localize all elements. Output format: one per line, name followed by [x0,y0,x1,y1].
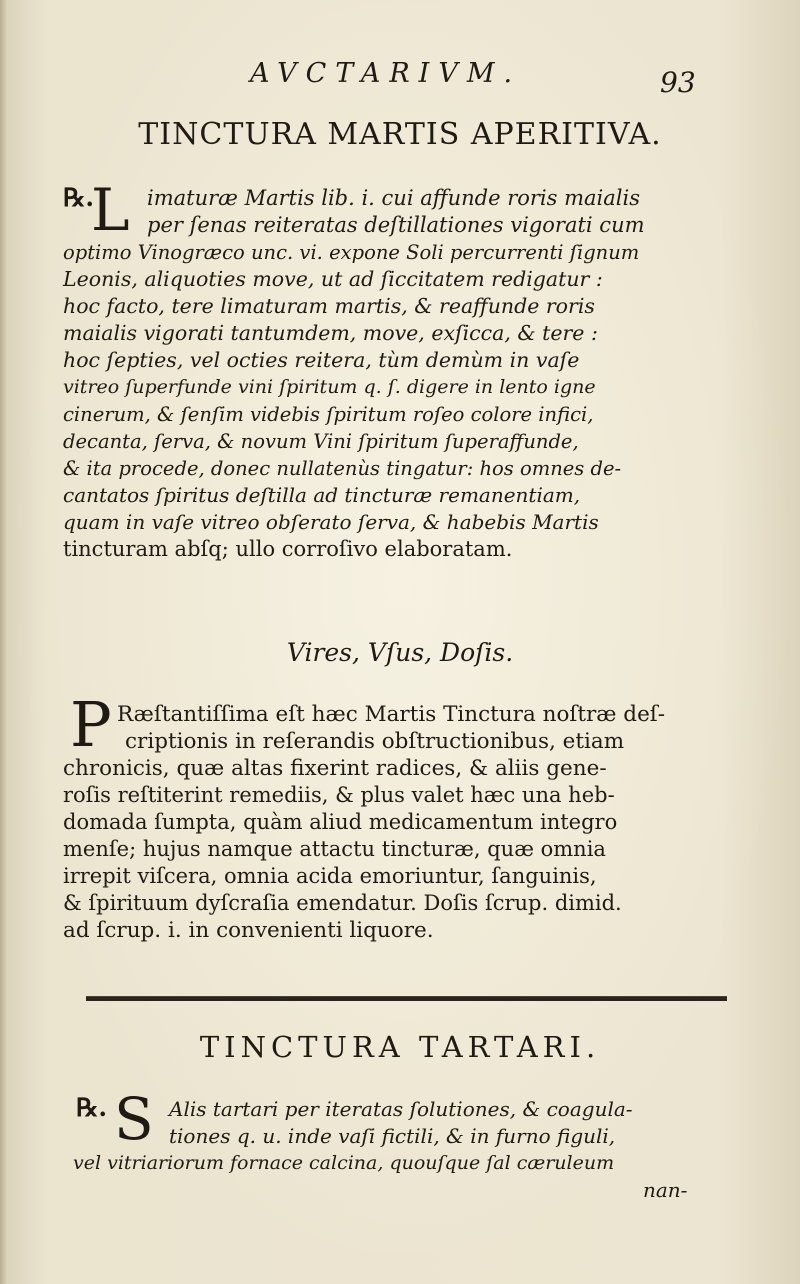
section-divider-rule [86,996,727,1001]
text-line: cantatos ſpiritus deſtilla ad tincturæ remanentiam, [63,483,581,507]
page-number: 93 [660,66,696,99]
paragraph-vires [63,701,733,944]
recipe-text-tartari [73,1096,733,1204]
text-line: menſe; hujus namque attactu tincturæ, quæ omnia [63,837,606,861]
text-line: per ſenas reiteratas deſtillationes vigorati cum [147,213,645,237]
text-line: Leonis, aliquoties move, ut ad ſiccitatem redigatur : [63,267,603,291]
text-line: & ita procede, donec nullatenùs tingatur: hos omnes de- [63,457,622,480]
text-line: imaturæ Martis lib. i. cui affunde roris maialis [147,186,640,210]
text-line: hoc facto, tere limaturam martis, & reaffunde roris [63,294,595,318]
text-line: Alis tartari per iteratas ſolutiones, & coagula- [169,1097,633,1121]
section-title-tinctura-martis: TINCTURA MARTIS APERITIVA. [138,117,662,152]
text-line: irrepit viſcera, omnia acida emoriuntur, ſanguinis, [63,864,597,888]
text-line: roſis reſtiterint remediis, & plus valet hæc una heb- [63,783,615,807]
text-line: tincturam abſq; ullo corroſivo elaboratam. [63,537,513,561]
subheading-vires-usus-dosis: Vires, Vſus, Doſis. [286,638,514,667]
recipe-text-martis [63,185,733,563]
recipe-mark: ℞. [63,183,95,212]
drop-cap-p: P [70,688,112,761]
text-line: vitreo ſuperfunde vini ſpiritum q. ſ. digere in lento igne [63,376,596,398]
drop-cap-s: S [114,1085,154,1153]
text-line: tiones q. u. inde vaſi fictili, & in furno figuli, [169,1124,616,1148]
text-line: hoc ſepties, vel octies reitera, tùm demùm in vaſe [63,348,580,372]
text-line: domada ſumpta, quàm aliud medicamentum integro [63,810,618,834]
text-line: criptionis in reſerandis obſtructionibus, etiam [125,729,625,754]
text-line: maialis vigorati tantumdem, move, exſicca, & tere : [63,321,598,345]
text-line: quam in vaſe vitreo obſerato ſerva, & habebis Martis [63,510,599,534]
text-line: cinerum, & ſenſim videbis ſpiritum roſeo colore infici, [63,403,594,426]
text-line: ad ſcrup. i. in convenienti liquore. [63,918,434,943]
text-line: decanta, ſerva, & novum Vini ſpiritum ſuperaffunde, [63,430,579,453]
recipe-mark: ℞. [76,1093,108,1122]
catchword: nan- [643,1178,688,1202]
text-line: vel vitriariorum fornace calcina, quouſque ſal cæruleum [73,1152,615,1174]
text-line: & ſpirituum dyſcraſia emendatur. Doſis ſcrup. dimid. [63,891,622,915]
section-title-tinctura-tartari: TINCTURA TARTARI. [199,1030,601,1064]
text-line: Ræſtantiſſima eſt hæc Martis Tinctura noſtræ deſ- [117,702,666,727]
running-head: AVCTARIVM. [250,58,522,89]
text-line: chronicis, quæ altas fixerint radices, & aliis gene- [63,756,607,781]
text-line: optimo Vinogræco unc. vi. expone Soli percurrenti ſignum [63,241,640,264]
drop-cap-l: L [91,176,130,244]
